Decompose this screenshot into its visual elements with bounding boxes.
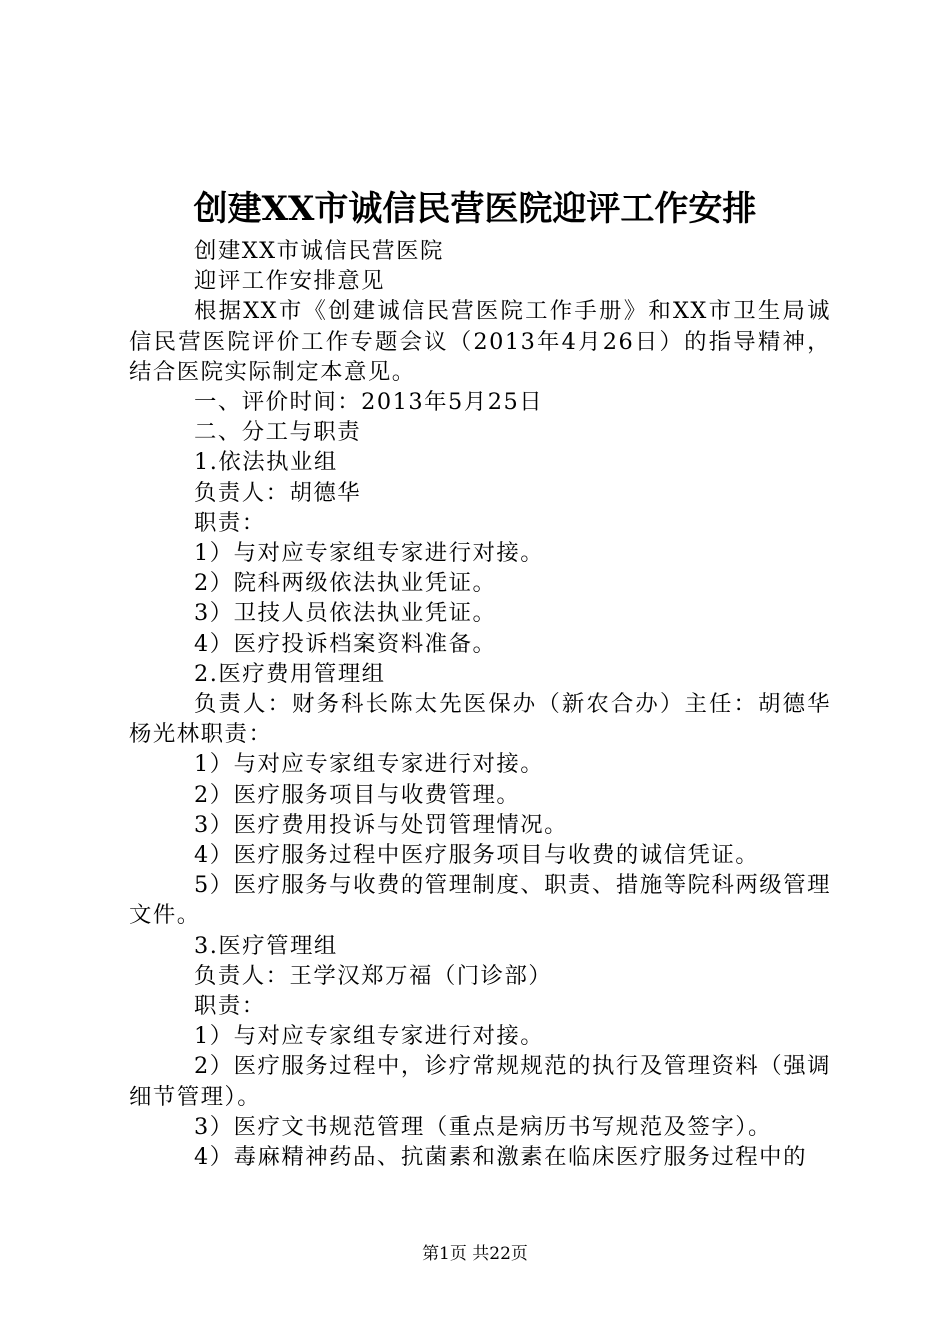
paragraph: 2）院科两级依法执业凭证。 <box>193 570 497 597</box>
paragraph: 1.依法执业组 <box>193 449 338 476</box>
document-body <box>129 236 831 1172</box>
paragraph: 1）与对应专家组专家进行对接。 <box>193 751 545 778</box>
paragraph: 负责人：王学汉郑万福（门诊部） <box>193 962 553 989</box>
paragraph: 4）医疗服务过程中医疗服务项目与收费的诚信凭证。 <box>193 842 760 869</box>
paragraph: 3）医疗费用投诉与处罚管理情况。 <box>193 811 569 838</box>
paragraph: 迎评工作安排意见 <box>193 268 386 295</box>
paragraph: 二、分工与职责 <box>193 419 362 446</box>
paragraph: 3）卫技人员依法执业凭证。 <box>193 600 497 627</box>
paragraph: 2）医疗服务项目与收费管理。 <box>193 781 521 808</box>
paragraph: 4）医疗投诉档案资料准备。 <box>193 630 497 657</box>
paragraph: 一、评价时间：2013年5月25日 <box>193 389 544 416</box>
page-footer: 第1页 共22页 <box>422 1244 528 1264</box>
paragraph: 负责人：财务科长陈太先医保办（新农合办）主任：胡德华杨光林职责： <box>129 691 831 748</box>
paragraph: 5）医疗服务与收费的管理制度、职责、措施等院科两级管理文件。 <box>129 872 831 929</box>
paragraph: 1）与对应专家组专家进行对接。 <box>193 1023 545 1050</box>
document-title: 创建XX市诚信民营医院迎评工作安排 <box>193 189 757 229</box>
paragraph: 3.医疗管理组 <box>193 932 338 959</box>
paragraph: 4）毒麻精神药品、抗菌素和激素在临床医疗服务过程中的 <box>193 1144 807 1171</box>
paragraph: 职责： <box>193 993 266 1020</box>
paragraph: 3）医疗文书规范管理（重点是病历书写规范及签字）。 <box>193 1113 772 1140</box>
paragraph: 2）医疗服务过程中，诊疗常规规范的执行及管理资料（强调细节管理）。 <box>129 1053 831 1110</box>
paragraph: 1）与对应专家组专家进行对接。 <box>193 540 545 567</box>
paragraph: 2.医疗费用管理组 <box>193 660 386 687</box>
paragraph: 创建XX市诚信民营医院 <box>193 238 444 264</box>
paragraph: 职责： <box>193 509 266 536</box>
paragraph: 根据XX市《创建诚信民营医院工作手册》和XX市卫生局诚信民营医院评价工作专题会议（2013年4月26日）的指导精神，结合医院实际制定本意见。 <box>129 298 831 385</box>
paragraph: 负责人：胡德华 <box>193 479 362 506</box>
